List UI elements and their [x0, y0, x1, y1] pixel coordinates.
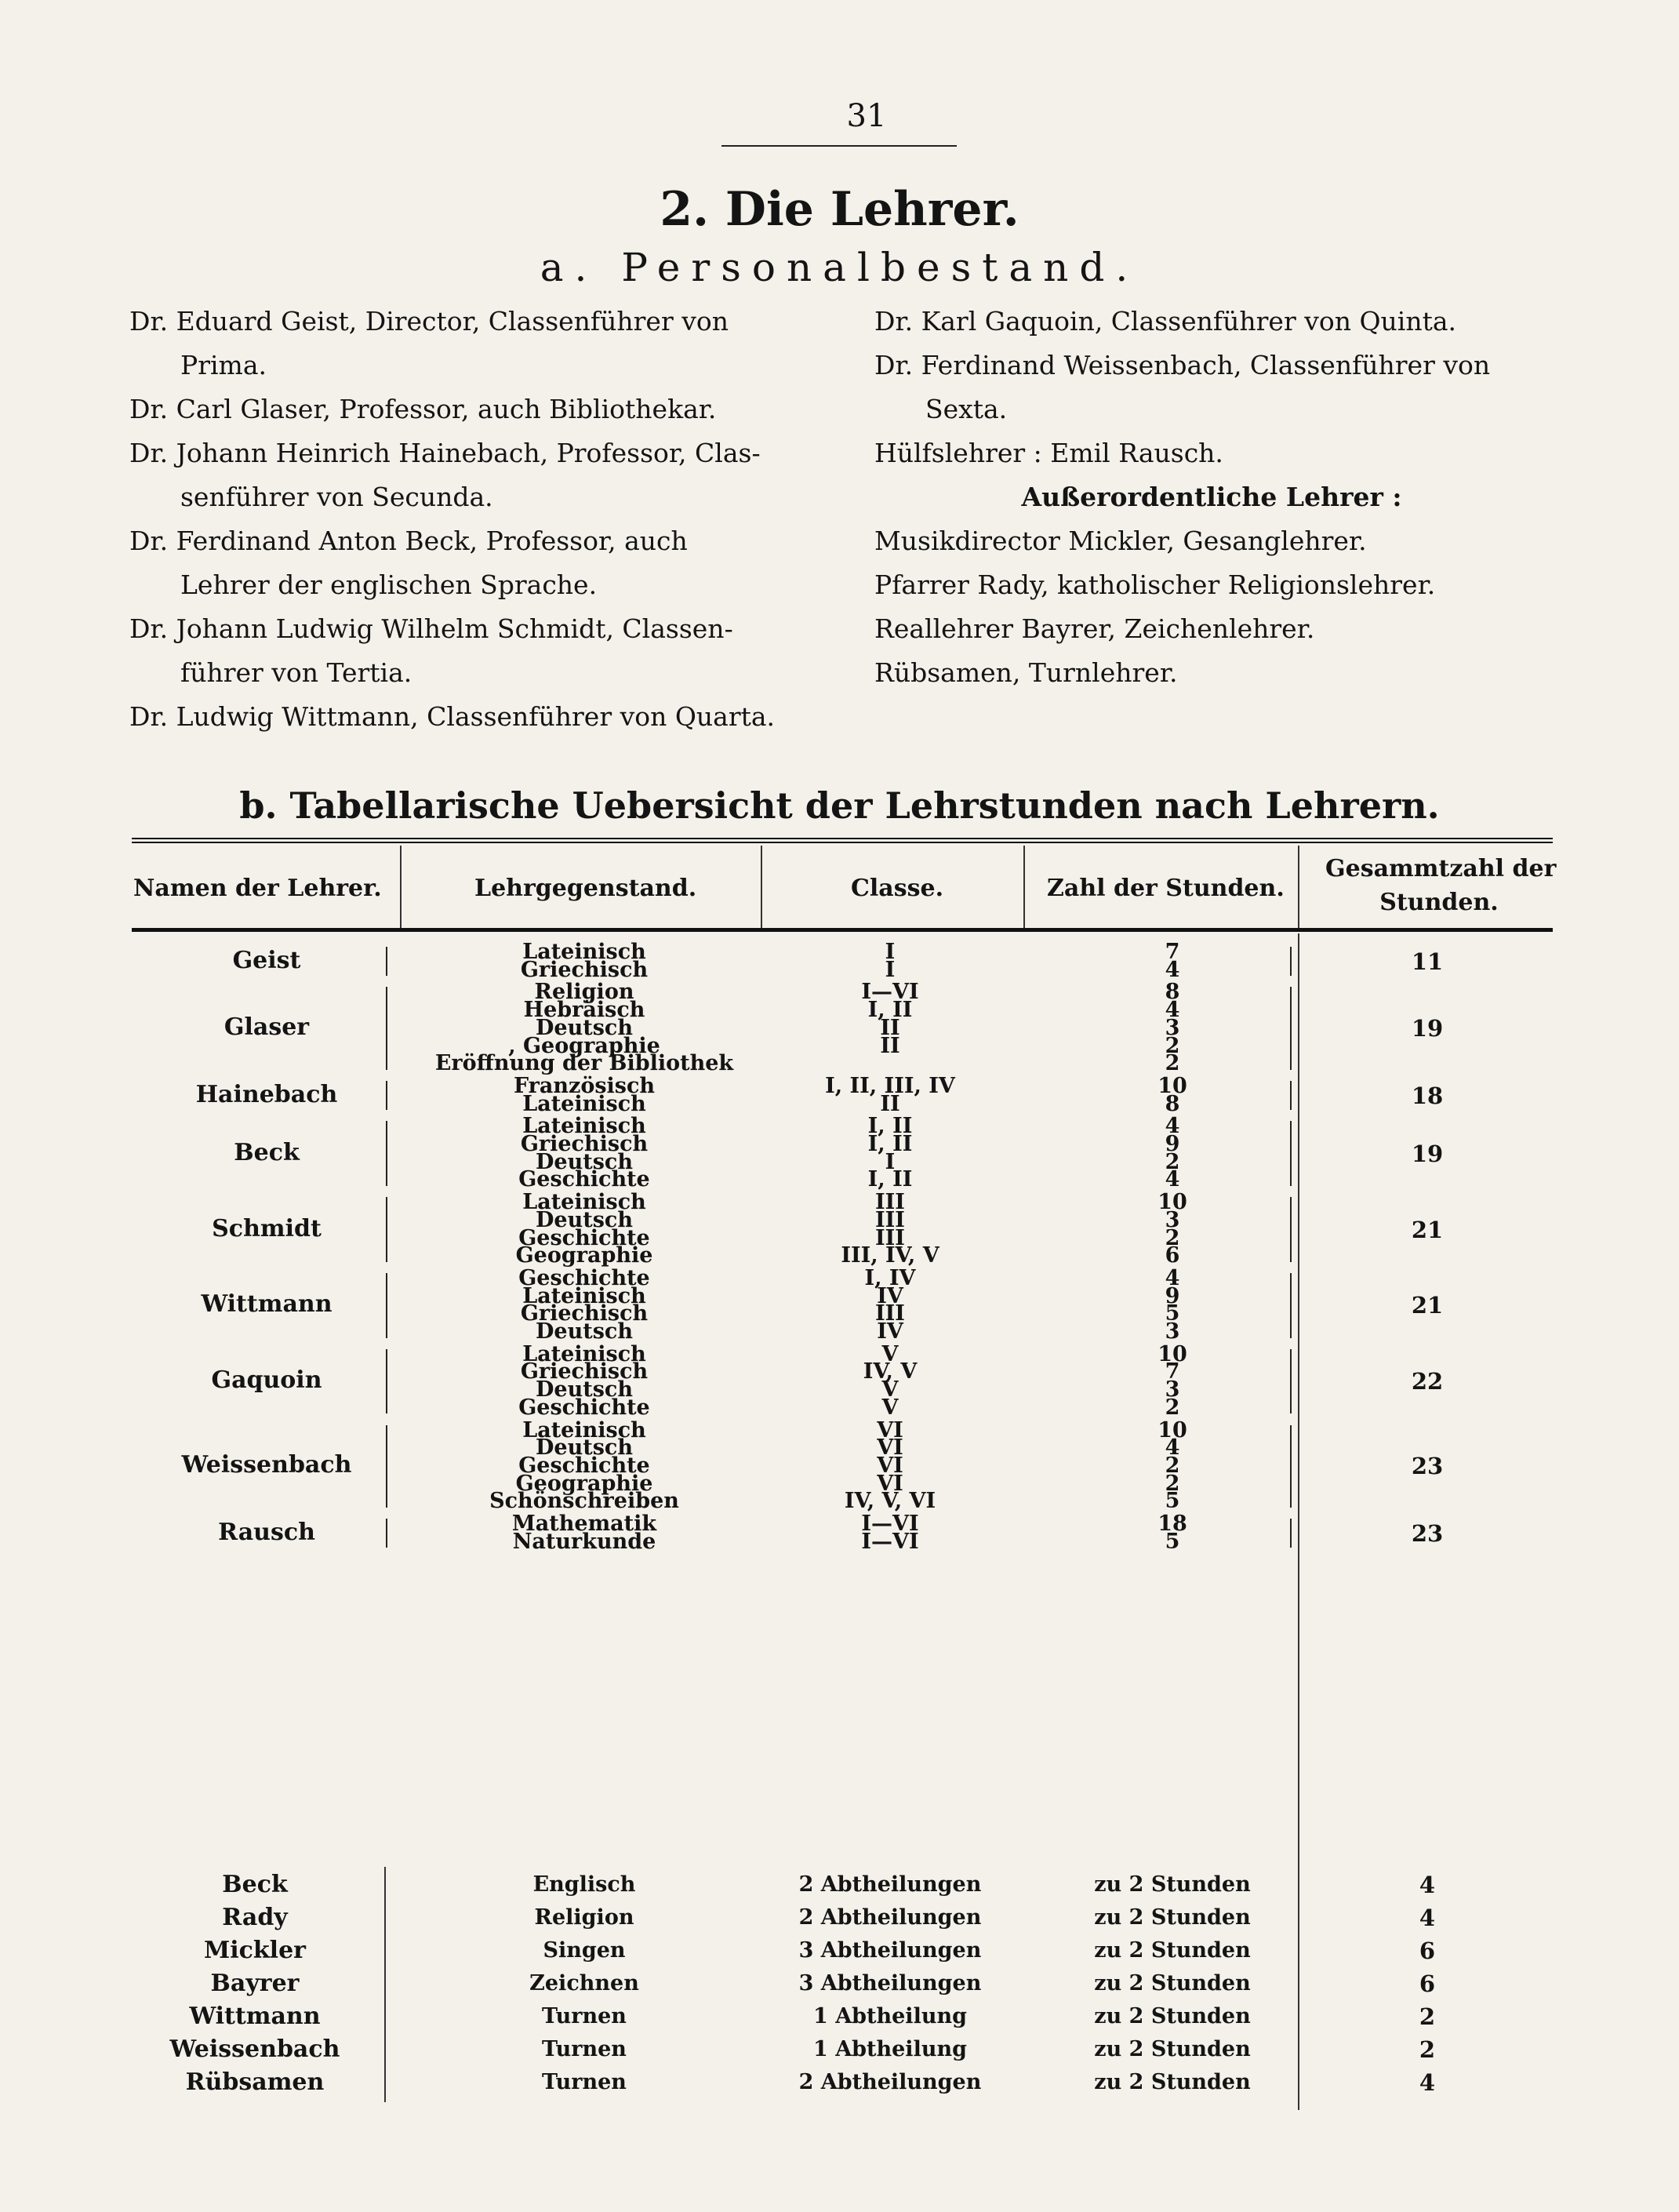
class-cell: V	[881, 1377, 899, 1403]
class-cell: I, II, III, IV	[825, 1073, 955, 1098]
hours-cell: 3	[1165, 1207, 1180, 1232]
hours-cell: 10	[1157, 1190, 1187, 1215]
subject-cell: Geschichte	[518, 1265, 650, 1290]
staff-entry-line: führer von Tertia.	[180, 657, 412, 688]
subject-cell: Geschichte	[518, 1395, 650, 1420]
teacher-name-cell: Rausch	[218, 1518, 315, 1546]
extra-teacher-line: Musikdirector Mickler, Gesanglehrer.	[874, 526, 1367, 556]
class-cell: III	[875, 1190, 905, 1215]
right-brace	[1290, 1349, 1292, 1414]
left-brace	[386, 987, 387, 1070]
class-cell: VI	[877, 1471, 903, 1496]
staff-entry-line: Dr. Johann Ludwig Wilhelm Schmidt, Classen-	[129, 613, 733, 644]
hours-cell: 7	[1165, 1359, 1180, 1384]
subject-cell: Deutsch	[536, 1207, 633, 1232]
extra-total-cell: 4	[1419, 1905, 1436, 1931]
subject-cell: Griechisch	[520, 1132, 649, 1156]
class-cell: III	[875, 1225, 905, 1250]
left-brace	[386, 947, 387, 976]
class-cell: II	[880, 1033, 900, 1058]
hours-cell: 8	[1165, 1091, 1180, 1116]
total-column-divider	[1298, 933, 1299, 2110]
hours-cell: 2	[1165, 1033, 1180, 1058]
total-hours-cell: 21	[1411, 1216, 1444, 1243]
right-brace	[1290, 987, 1292, 1070]
class-cell: VI	[877, 1453, 903, 1478]
total-hours-cell: 19	[1411, 1140, 1444, 1167]
subject-cell: Religion	[534, 980, 634, 1005]
staff-entry-line: Dr. Ferdinand Weissenbach, Classenführer von	[874, 350, 1491, 380]
staff-right-main	[874, 300, 1549, 475]
teacher-name-cell: Gaquoin	[211, 1366, 322, 1395]
class-cell: VI	[877, 1417, 903, 1443]
subject-cell: Deutsch	[536, 1377, 633, 1403]
hours-cell: 2	[1165, 1051, 1180, 1076]
subject-cell: Deutsch	[536, 1319, 633, 1344]
right-brace	[1290, 1197, 1292, 1262]
teacher-name-cell: Weissenbach	[181, 1451, 352, 1479]
hours-cell: 10	[1157, 1417, 1187, 1443]
staff-list-left	[129, 300, 804, 739]
subject-cell: Geographie	[515, 1243, 653, 1268]
subject-cell: Französisch	[513, 1073, 656, 1098]
hours-cell: 10	[1157, 1073, 1187, 1098]
right-brace	[1290, 1425, 1292, 1508]
total-hours-cell: 22	[1411, 1368, 1444, 1395]
extra-class-cell: 3 Abtheilungen	[798, 1971, 982, 1996]
extra-hours-cell: zu 2 Stunden	[1094, 1938, 1251, 1963]
header-rule	[132, 928, 1553, 932]
extra-class-cell: 1 Abtheilung	[813, 2037, 967, 2061]
hours-cell: 3	[1165, 1015, 1180, 1040]
teacher-name-cell: Wittmann	[201, 1290, 333, 1319]
right-brace	[1290, 1121, 1292, 1186]
extra-teacher-name: Bayrer	[210, 1970, 300, 1997]
left-brace	[386, 1349, 387, 1414]
extra-class-cell: 2 Abtheilungen	[798, 2070, 982, 2094]
extra-subject-cell: Religion	[534, 1905, 634, 1930]
left-brace	[386, 1081, 387, 1110]
extra-hours-cell: zu 2 Stunden	[1094, 1872, 1251, 1897]
extra-class-cell: 1 Abtheilung	[813, 2004, 967, 2028]
teacher-name-cell: Geist	[232, 946, 301, 974]
hours-cell: 8	[1165, 980, 1180, 1005]
page-number: 31	[846, 98, 887, 134]
subject-cell: Lateinisch	[522, 1417, 646, 1443]
staff-entry-line: Dr. Carl Glaser, Professor, auch Bibliothekar.	[129, 394, 717, 424]
extra-teacher-line: Rübsamen, Turnlehrer.	[874, 657, 1178, 688]
class-cell: I, II	[867, 1114, 913, 1139]
subject-cell: Lateinisch	[522, 1190, 646, 1215]
teacher-name-cell: Glaser	[224, 1013, 310, 1042]
extra-subject-cell: Englisch	[532, 1872, 636, 1897]
hours-cell: 9	[1165, 1283, 1180, 1308]
hours-cell: 2	[1165, 1471, 1180, 1496]
total-hours-cell: 23	[1411, 1453, 1444, 1480]
subject-cell: Deutsch	[536, 1015, 633, 1040]
extra-subject-cell: Turnen	[542, 2037, 627, 2061]
extra-hours-cell: zu 2 Stunden	[1094, 2037, 1251, 2061]
extra-hours-cell: zu 2 Stunden	[1094, 2004, 1251, 2028]
subject-cell: Lateinisch	[522, 1091, 646, 1116]
extra-teachers-heading: Außerordentliche Lehrer :	[1021, 482, 1402, 512]
total-hours-cell: 18	[1411, 1082, 1444, 1109]
extra-total-cell: 6	[1419, 1970, 1436, 1997]
subject-cell: Deutsch	[536, 1149, 633, 1174]
total-hours-cell: 23	[1411, 1519, 1444, 1547]
header-divider-2	[761, 846, 762, 928]
extra-teacher-name: Wittmann	[189, 2003, 321, 2030]
subject-cell: Geschichte	[518, 1167, 650, 1192]
subject-cell: Griechisch	[520, 957, 649, 982]
class-cell: V	[881, 1395, 899, 1420]
extra-subject-cell: Turnen	[542, 2070, 627, 2094]
subject-cell: , Geographie	[508, 1033, 660, 1058]
left-brace	[386, 1273, 387, 1338]
class-cell: VI	[877, 1435, 903, 1461]
staff-list-right	[874, 300, 1549, 695]
class-cell: I	[885, 940, 896, 964]
extra-teacher-name: Rübsamen	[185, 2068, 325, 2096]
extra-teacher-name: Weissenbach	[169, 2036, 340, 2063]
extra-class-cell: 2 Abtheilungen	[798, 1905, 982, 1930]
extra-subject-cell: Singen	[543, 1938, 626, 1963]
extra-teachers-list	[874, 519, 1549, 695]
hours-cell: 5	[1165, 1301, 1180, 1326]
hours-cell: 2	[1165, 1395, 1180, 1420]
extra-rows-divider	[384, 1867, 386, 2102]
class-cell: I	[885, 1149, 896, 1174]
staff-entry-line: Prima.	[180, 350, 267, 380]
extra-subject-cell: Turnen	[542, 2004, 627, 2028]
extra-total-cell: 2	[1419, 2036, 1436, 2063]
staff-entry-line: Dr. Ferdinand Anton Beck, Professor, auch	[129, 526, 688, 556]
header-divider-1	[400, 846, 402, 928]
subsection-a-title: a. Personalbestand.	[540, 245, 1139, 290]
subject-cell: Hebräisch	[523, 998, 645, 1023]
subsection-b-title: b. Tabellarische Uebersicht der Lehrstunden nach Lehrern.	[239, 784, 1440, 827]
subject-cell: Naturkunde	[512, 1529, 656, 1554]
staff-entry-line: Dr. Johann Heinrich Hainebach, Professor, Clas-	[129, 438, 761, 468]
extra-teacher-name: Mickler	[204, 1937, 306, 1964]
table-top-rule	[132, 838, 1553, 843]
subject-cell: Lateinisch	[522, 1283, 646, 1308]
right-brace	[1290, 947, 1292, 976]
extra-teacher-name: Rady	[222, 1904, 288, 1931]
extra-class-cell: 3 Abtheilungen	[798, 1938, 982, 1963]
subject-cell: Griechisch	[520, 1301, 649, 1326]
total-hours-cell: 19	[1411, 1015, 1444, 1042]
subject-cell: Geschichte	[518, 1225, 650, 1250]
extra-hours-cell: zu 2 Stunden	[1094, 1971, 1251, 1996]
subject-cell: Griechisch	[520, 1359, 649, 1384]
class-cell: I, II	[867, 1132, 913, 1156]
class-cell: I—VI	[861, 1529, 919, 1554]
hours-cell: 2	[1165, 1453, 1180, 1478]
extra-teacher-line: Pfarrer Rady, katholischer Religionslehrer.	[874, 569, 1436, 600]
class-cell: IV	[877, 1283, 903, 1308]
hours-cell: 5	[1165, 1489, 1180, 1514]
staff-entry-line: Dr. Ludwig Wittmann, Classenführer von Quarta.	[129, 701, 776, 732]
extra-total-cell: 4	[1419, 2069, 1436, 2096]
class-cell: II	[880, 1091, 900, 1116]
header-hours: Zahl der Stunden.	[1047, 875, 1285, 902]
hours-cell: 5	[1165, 1529, 1180, 1554]
extra-total-cell: 6	[1419, 1937, 1436, 1964]
staff-entry-line: Dr. Eduard Geist, Director, Classenführer von	[129, 306, 729, 337]
subject-cell: Lateinisch	[522, 1341, 646, 1366]
total-hours-cell: 21	[1411, 1292, 1444, 1319]
total-hours-cell: 11	[1411, 948, 1444, 975]
class-cell: I—VI	[861, 980, 919, 1005]
page-number-rule	[721, 145, 957, 147]
hours-cell: 4	[1165, 998, 1180, 1023]
subject-cell: Mathematik	[511, 1512, 657, 1536]
extra-hours-cell: zu 2 Stunden	[1094, 2070, 1251, 2094]
left-brace	[386, 1425, 387, 1508]
right-brace	[1290, 1081, 1292, 1110]
header-total-1: Gesammtzahl der	[1325, 855, 1557, 882]
hours-cell: 4	[1165, 957, 1180, 982]
staff-entry-line: senführer von Secunda.	[180, 482, 493, 512]
class-cell: III	[875, 1207, 905, 1232]
left-brace	[386, 1197, 387, 1262]
class-cell: IV, V	[863, 1359, 918, 1384]
header-total-2: Stunden.	[1379, 889, 1499, 916]
header-divider-3	[1023, 846, 1025, 928]
extra-teacher-name: Beck	[222, 1871, 288, 1898]
class-cell: I—VI	[861, 1512, 919, 1536]
extra-teacher-line: Reallehrer Bayrer, Zeichenlehrer.	[874, 613, 1315, 644]
extra-total-cell: 4	[1419, 1872, 1436, 1898]
right-brace	[1290, 1519, 1292, 1548]
teacher-name-cell: Schmidt	[212, 1214, 322, 1242]
header-divider-4	[1298, 846, 1299, 928]
class-cell: III	[875, 1301, 905, 1326]
hours-cell: 7	[1165, 940, 1180, 964]
right-brace	[1290, 1273, 1292, 1338]
extra-total-cell: 2	[1419, 2003, 1436, 2030]
extra-class-cell: 2 Abtheilungen	[798, 1872, 982, 1897]
left-brace	[386, 1121, 387, 1186]
class-cell: IV	[877, 1319, 903, 1344]
hours-cell: 3	[1165, 1377, 1180, 1403]
hours-cell: 6	[1165, 1243, 1180, 1268]
class-cell: V	[881, 1341, 899, 1366]
staff-entry-line: Dr. Karl Gaquoin, Classenführer von Quinta.	[874, 306, 1457, 337]
hours-cell: 18	[1157, 1512, 1187, 1536]
extra-hours-cell: zu 2 Stunden	[1094, 1905, 1251, 1930]
hours-cell: 4	[1165, 1167, 1180, 1192]
class-cell: III, IV, V	[841, 1243, 939, 1268]
header-subject: Lehrgegenstand.	[474, 875, 697, 902]
staff-entry-line: Sexta.	[925, 394, 1008, 424]
staff-entry-line: Hülfslehrer : Emil Rausch.	[874, 438, 1223, 468]
subject-cell: Eröffnung der Bibliothek	[434, 1051, 734, 1076]
subject-cell: Schönschreiben	[489, 1489, 679, 1514]
class-cell: II	[880, 1015, 900, 1040]
hours-cell: 4	[1165, 1114, 1180, 1139]
class-cell: I, IV	[864, 1265, 916, 1290]
extra-subject-cell: Zeichnen	[529, 1971, 639, 1996]
hours-cell: 4	[1165, 1265, 1180, 1290]
section-title: 2. Die Lehrer.	[660, 182, 1019, 237]
header-name: Namen der Lehrer.	[133, 875, 382, 902]
staff-entry-line: Lehrer der englischen Sprache.	[180, 569, 598, 600]
class-cell: I, II	[867, 998, 913, 1023]
class-cell: I, II	[867, 1167, 913, 1192]
teacher-name-cell: Beck	[234, 1138, 300, 1166]
hours-cell: 3	[1165, 1319, 1180, 1344]
hours-cell: 4	[1165, 1435, 1180, 1461]
class-cell: IV, V, VI	[844, 1489, 936, 1514]
hours-cell: 9	[1165, 1132, 1180, 1156]
subject-cell: Lateinisch	[522, 1114, 646, 1139]
hours-cell: 2	[1165, 1149, 1180, 1174]
left-brace	[386, 1519, 387, 1548]
header-class: Classe.	[851, 875, 944, 902]
teacher-name-cell: Hainebach	[195, 1080, 338, 1108]
hours-cell: 10	[1157, 1341, 1187, 1366]
hours-cell: 2	[1165, 1225, 1180, 1250]
class-cell: I	[885, 957, 896, 982]
subject-cell: Deutsch	[536, 1435, 633, 1461]
subject-cell: Geographie	[515, 1471, 653, 1496]
subject-cell: Lateinisch	[522, 940, 646, 964]
subject-cell: Geschichte	[518, 1453, 650, 1478]
